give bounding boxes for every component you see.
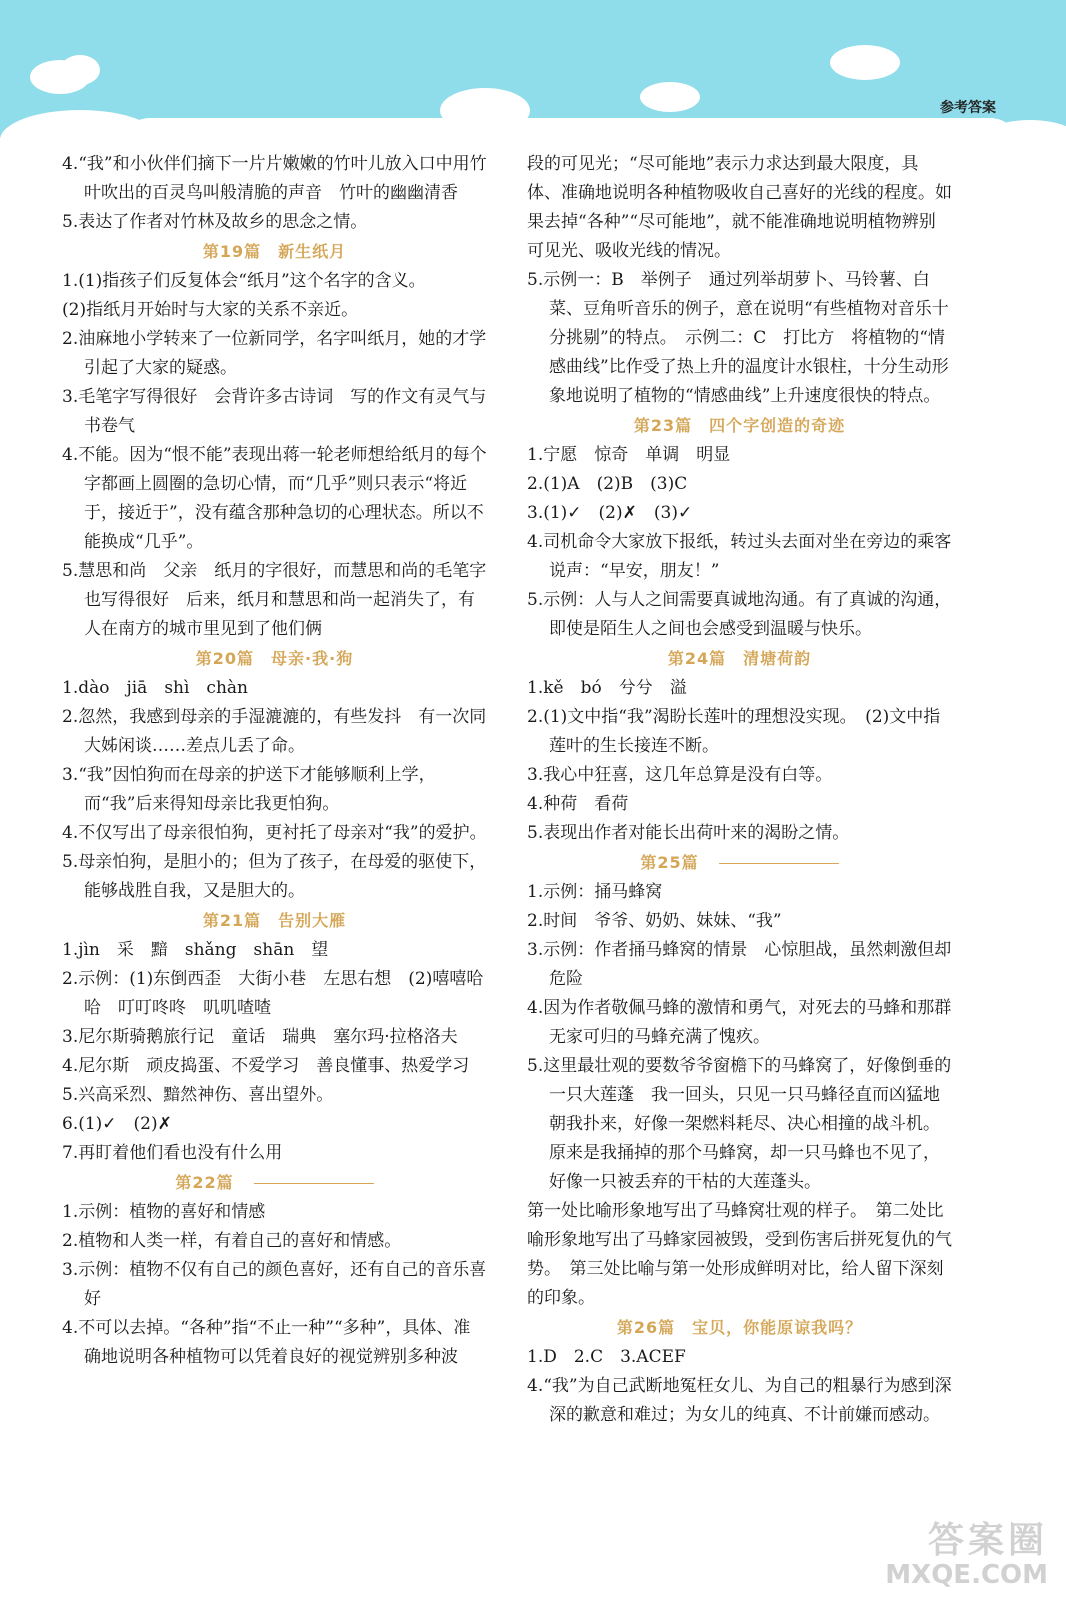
section-title — [62, 644, 487, 674]
answer-item: 第一处比喻形象地写出了马蜂窝壮观的样子。 第二处比喻形象地写出了马蜂家园被毁，受到伤害后拼死复仇的气势。 第三处比喻与第一处形成鲜明对比，给人留下深刻的印象。 — [527, 1201, 952, 1308]
answer-item: 4.“我”为自己武断地冤枉女儿、为自己的粗暴行为感到深深的歉意和难过；为女儿的纯真、不计前嫌而感动。 — [527, 1376, 952, 1425]
answer-item: 6.(1)✓ (2)✗ — [62, 1114, 172, 1134]
section-title-text: 第21篇 告别大雁 — [202, 911, 347, 930]
answer-item: 3.“我”因怕狗而在母亲的护送下才能够顺利上学，而“我”后来得知母亲比我更怕狗。 — [62, 765, 436, 814]
section-title-blank — [719, 863, 839, 864]
answer-item: 5.表达了作者对竹林及故乡的思念之情。 — [62, 212, 368, 232]
answer-item: 3.示例：植物不仅有自己的颜色喜好，还有自己的音乐喜好 — [62, 1260, 487, 1309]
answer-item: 段的可见光；“尽可能地”表示力求达到最大限度，具体、准确地说明各种植物吸收自己喜好的光线的程度。如果去掉“各种”“尽可能地”，就不能准确地说明植物辨别可见光、吸收光线的情况。 — [527, 154, 952, 261]
answer-item: 4.因为作者敬佩马蜂的激情和勇气，对死去的马蜂和那群无家可归的马蜂充满了愧疚。 — [527, 998, 952, 1047]
answer-item: 1.jìn 采 黯 shǎng shān 望 — [62, 940, 329, 960]
answer-item: 4.不仅写出了母亲很怕狗，更衬托了母亲对“我”的爱护。 — [62, 823, 487, 843]
answer-item: 2.时间 爷爷、奶奶、妹妹、“我” — [527, 911, 782, 931]
site-watermark — [885, 1520, 1048, 1592]
answer-item: 1.示例：植物的喜好和情感 — [62, 1202, 266, 1222]
section-title-text: 第25篇 — [640, 853, 699, 872]
section-title-text: 第19篇 新生纸月 — [202, 242, 347, 261]
section-title — [527, 644, 952, 674]
answer-item: 2.(1)文中指“我”渴盼长莲叶的理想没实现。 (2)文中指莲叶的生长接连不断。 — [527, 707, 941, 756]
cloud-decoration — [830, 45, 900, 80]
answer-item: 4.尼尔斯 顽皮捣蛋、不爱学习 善良懂事、热爱学习 — [62, 1056, 470, 1076]
section-title-text: 第23篇 四个字创造的奇迹 — [633, 416, 846, 435]
answer-item: 5.兴高采烈、黯然神伤、喜出望外。 — [62, 1085, 334, 1105]
answer-item: 1.kě bó 兮兮 溢 — [527, 678, 687, 698]
section-title — [527, 848, 952, 878]
section-title-text: 第24篇 清塘荷韵 — [667, 649, 812, 668]
answer-item: 1.dào jiā shì chàn — [62, 678, 248, 698]
answer-item: 5.示例一：B 举例子 通过列举胡萝卜、马铃薯、白菜、豆角听音乐的例子，意在说明“有些植物对音乐十分挑剔”的特点。 示例二：C 打比方 将植物的“情感曲线”比作受了热上升的温度计水银柱，十分生动形象地说明了植物的“情感曲线”上升速度很快的特点。 — [527, 270, 949, 406]
answer-item: 3.毛笔字写得很好 会背许多古诗词 写的作文有灵气与书卷气 — [62, 387, 487, 436]
watermark-logo-text: 答案圈 — [927, 1520, 1048, 1561]
answer-column-left — [62, 150, 487, 1372]
page-header-label: 参考答案 — [940, 100, 996, 116]
section-title — [62, 906, 487, 936]
answer-item: 3.示例：作者捅马蜂窝的情景 心惊胆战，虽然刺激但却危险 — [527, 940, 952, 989]
header-band — [0, 0, 1066, 138]
answer-item: 1.宁愿 惊奇 单调 明显 — [527, 445, 731, 465]
section-title-blank — [254, 1183, 374, 1184]
answer-item: 4.不能。因为“恨不能”表现出蒋一轮老师想给纸月的每个字都画上圆圈的急切心情，而“几乎”则只表示“将近于，接近于”，没有蕴含那种急切的心理状态。所以不能换成“几乎”。 — [62, 445, 487, 552]
answer-item: 1.D 2.C 3.ACEF — [527, 1347, 686, 1367]
answer-column-right — [527, 150, 952, 1430]
answer-item: 3.尼尔斯骑鹅旅行记 童话 瑞典 塞尔玛·拉格洛夫 — [62, 1027, 458, 1047]
section-title — [62, 1168, 487, 1198]
answer-item: 4.司机命令大家放下报纸，转过头去面对坐在旁边的乘客说声：“早安，朋友！” — [527, 532, 952, 581]
answer-item: 2.植物和人类一样，有着自己的喜好和情感。 — [62, 1231, 402, 1251]
section-title-text: 第22篇 — [175, 1173, 234, 1192]
answer-item: 2.示例：(1)东倒西歪 大街小巷 左思右想 (2)嘻嘻哈哈 叮叮咚咚 叽叽喳喳 — [62, 969, 484, 1018]
answer-item: 5.表现出作者对能长出荷叶来的渴盼之情。 — [527, 823, 850, 843]
answer-item: 2.(1)A (2)B (3)C — [527, 474, 688, 494]
watermark-url: MXQE.COM — [885, 1560, 1048, 1590]
answer-item: 5.母亲怕狗，是胆小的；但为了孩子，在母爱的驱使下，能够战胜自我，又是胆大的。 — [62, 852, 487, 901]
answer-item: 1.(1)指孩子们反复体会“纸月”这个名字的含义。 — [62, 271, 426, 291]
answer-item: 3.(1)✓ (2)✗ (3)✓ — [527, 503, 693, 523]
answer-item: 7.再盯着他们看也没有什么用 — [62, 1143, 283, 1163]
section-title — [527, 411, 952, 441]
section-title — [62, 237, 487, 267]
answer-item: (2)指纸月开始时与大家的关系不亲近。 — [62, 300, 359, 320]
section-title-text: 第20篇 母亲·我·狗 — [195, 649, 354, 668]
cloud-decoration — [440, 88, 530, 133]
answer-item: 2.忽然，我感到母亲的手湿漉漉的，有些发抖 有一次同大姊闲谈……差点儿丢了命。 — [62, 707, 487, 756]
answer-item: 4.“我”和小伙伴们摘下一片片嫩嫩的竹叶儿放入口中用竹叶吹出的百灵鸟叫般清脆的声音 竹叶的幽幽清香 — [62, 154, 487, 203]
cloud-decoration — [60, 55, 100, 85]
answer-item: 4.种荷 看荷 — [527, 794, 629, 814]
answer-item: 5.这里最壮观的要数爷爷窗檐下的马蜂窝了，好像倒垂的一只大莲蓬 我一回头，只见一只马蜂径直而凶猛地朝我扑来，好像一架燃料耗尽、决心相撞的战斗机。 原来是我捅掉的那个马蜂窝，却一只马蜂也不见了，好像一只被丢弃的干枯的大莲蓬头。 — [527, 1056, 952, 1192]
answer-item: 2.油麻地小学转来了一位新同学，名字叫纸月，她的才学引起了大家的疑惑。 — [62, 329, 487, 378]
section-title-text: 第26篇 宝贝，你能原谅我吗？ — [616, 1318, 863, 1337]
answer-item: 5.慧思和尚 父亲 纸月的字很好，而慧思和尚的毛笔字也写得很好 后来，纸月和慧思和尚一起消失了，有人在南方的城市里见到了他们俩 — [62, 561, 487, 639]
answer-item: 5.示例：人与人之间需要真诚地沟通。有了真诚的沟通，即使是陌生人之间也会感受到温暖与快乐。 — [527, 590, 952, 639]
answer-item: 3.我心中狂喜，这几年总算是没有白等。 — [527, 765, 833, 785]
cloud-decoration — [640, 82, 700, 112]
section-title — [527, 1313, 952, 1343]
answer-item: 4.不可以去掉。“各种”指“不止一种”“多种”，具体、准确地说明各种植物可以凭着良好的视觉辨别多种波 — [62, 1318, 471, 1367]
answer-item: 1.示例：捅马蜂窝 — [527, 882, 663, 902]
